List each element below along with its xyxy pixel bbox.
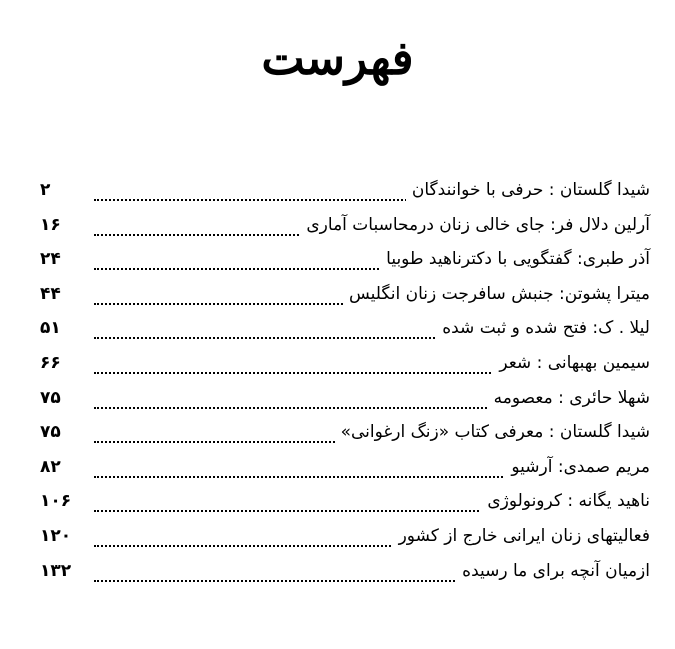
toc-page-number: ۲	[40, 178, 92, 202]
page-title: فهرست	[261, 31, 414, 85]
toc-page-number: ۱۲۰	[40, 524, 92, 548]
toc-page-number: ۴۴	[40, 282, 92, 306]
toc-entry-title: شهلا حائری : معصومه	[488, 386, 650, 410]
toc-page-number: ۱۰۶	[40, 489, 92, 513]
toc-entry-title: آرلین دلال فر: جای خالی زنان درمحاسبات آماری	[300, 213, 650, 237]
toc-page-number: ۷۵	[40, 420, 92, 444]
toc-entry	[40, 557, 650, 592]
toc-entry-title: ناهید یگانه : کرونولوژی	[481, 489, 650, 513]
toc-entry-title: میترا پشوتن: جنبش سافرجت زنان انگلیس	[343, 282, 650, 306]
toc-page-number: ۱۳۲	[40, 559, 92, 583]
toc-entry	[40, 522, 650, 557]
toc-entry-title: شیدا گلستان : حرفی با خوانندگان	[406, 178, 650, 202]
toc-entry	[40, 418, 650, 453]
toc-entry	[40, 176, 650, 211]
toc-page-number: ۶۶	[40, 351, 92, 375]
toc-entry-title: فعالیتهای زنان ایرانی خارج از کشور	[393, 524, 650, 548]
toc-entry-title: آذر طبری: گفتگویی با دکترناهید طوبیا	[380, 247, 650, 271]
table-of-contents	[40, 176, 650, 591]
toc-entry-title: ازمیان آنچه برای ما رسیده	[456, 559, 650, 583]
toc-page-number: ۲۴	[40, 247, 92, 271]
toc-entry	[40, 384, 650, 419]
toc-entry	[40, 349, 650, 384]
toc-page-number: ۷۵	[40, 386, 92, 410]
toc-entry	[40, 280, 650, 315]
toc-page-number: ۸۲	[40, 455, 92, 479]
toc-entry	[40, 314, 650, 349]
toc-entry-title: لیلا . ک: فتح شده و ثبت شده	[436, 316, 650, 340]
toc-entry-title: سیمین بهبهانی : شعر	[493, 351, 650, 375]
toc-entry-title: مریم صمدی: آرشیو	[505, 455, 650, 479]
toc-entry	[40, 245, 650, 280]
toc-entry	[40, 211, 650, 246]
toc-page-number: ۱۶	[40, 213, 92, 237]
toc-entry	[40, 487, 650, 522]
toc-entry-title: شیدا گلستان : معرفی کتاب «زنگ ارغوانی»	[335, 420, 650, 444]
toc-page-number: ۵۱	[40, 316, 92, 340]
toc-entry	[40, 453, 650, 488]
